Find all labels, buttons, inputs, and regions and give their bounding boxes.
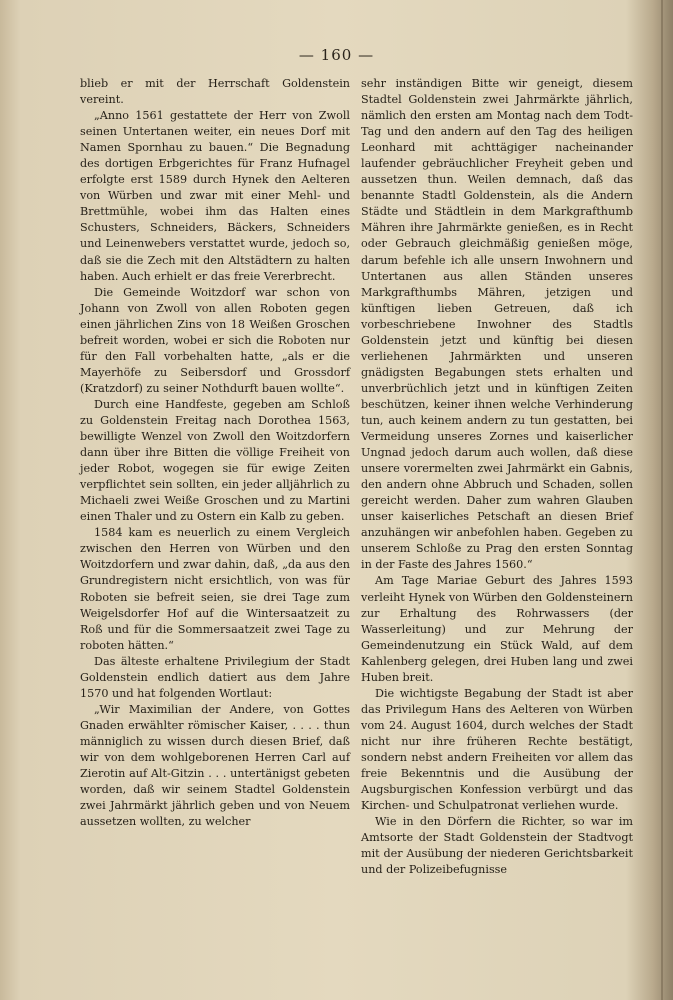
paragraph: sehr inständigen Bitte wir geneigt, diesem Stadtel Goldenstein zwei Jahrmärkte jährlich, nämlich den ersten am Montag nach dem Todt-Tag und den andern auf den Tag des heiligen Leonhard mit achttägiger nacheinander laufender gebräuchlicher Freyheit geben und aussetzen thun. Weilen demnach, daß das benannte Stadtl Goldenstein, als die Andern Städte und Städtlein in dem Markgrafthumb Mähren ihre Jahrmärkte genießen, es in Recht oder Gebrauch gleichmäßig genießen möge, darum befehle ich alle unsern Inwohnern und Untertanen aus allen Ständen unseres Markgrafthumbs Mähren, jetzigen und künftigen lieben Getreuen, daß ich vorbeschriebene Inwohner des Stadtls Goldenstein jetzt und künftig bei diesen verliehenen Jahrmärkten und unseren gnädigsten Begabungen stets erhalten und unverbrüchlich jetzt und in künftigen Zeiten beschützen, keiner ihnen welche Verhinderung tun, auch keinem andern zu tun gestatten, bei Vermeidung unseres Zornes und kaiserlicher Ungnad jedoch darum auch wollen, daß diese unsere vorermelten zwei Jahrmärkt ein Gabnis, den andern ohne Abbruch und Schaden, sollen gereicht werden. Daher zum wahren Glauben unser kaiserliches Petschaft an diesen Brief anzuhängen wir anbefohlen haben. Gegeben zu unserem Schloße zu Prag den ersten Sonntag in der Faste des Jahres 1560.“ xyxy=(361,77,633,572)
paragraph: Durch eine Handfeste, gegeben am Schloß zu Goldenstein Freitag nach Dorothea 1563, bewilligte Wenzel von Zwoll den Woitzdorfern dann über ihre Bitten die völlige Freiheit von jeder Robot, wogegen sie für ewige Zeiten verpflichtet sein sollten, ein jeder alljährlich zu Michaeli zwei Weiße Groschen und zu Martini einen Thaler und zu Ostern ein Kalb zu geben. xyxy=(80,397,350,524)
paragraph: Das älteste erhaltene Privilegium der Stadt Goldenstein endlich datiert aus dem Jahre 1570 und hat folgenden Wortlaut: xyxy=(80,654,350,700)
paragraph: Am Tage Mariae Geburt des Jahres 1593 verleiht Hynek von Würben den Goldensteinern zur Erhaltung des Rohrwassers (der Wasserleitung) und zur Mehrung der Gemeindenutzung ein Stück Wald, auf dem Kahlenberg gelegen, drei Huben lang und zwei Huben breit. xyxy=(361,574,633,684)
paragraph: Wie in den Dörfern die Richter, so war im Amtsorte der Stadt Goldenstein der Stadtvogt mit der Ausübung der niederen Gerichtsbarkeit und der Polizeibefugnisse xyxy=(361,815,633,877)
paragraph: Die wichtigste Begabung der Stadt ist aber das Privilegum Hans des Aelteren von Würben vom 24. August 1604, durch welches der Stadt nicht nur ihre früheren Rechte bestätigt, sondern nebst andern Freiheiten vor allem das freie Bekenntnis und die Ausübung der Augsburgischen Konfession verbürgt und das Kirchen- und Schulpatronat verliehen wurde. xyxy=(361,686,633,813)
paragraph: „Wir Maximilian der Andere, von Gottes Gnaden erwählter römischer Kaiser, . . . . thun männiglich zu wissen durch diesen Brief, daß wir von dem wohlgeborenen Herren Carl auf Zierotin auf Alt-Gitzin . . . untertänigst gebeten worden, daß wir seinem Stadtel Goldenstein zwei Jahrmärkt jährlich geben und von Neuem aussetzen wollten, zu welcher xyxy=(80,702,350,829)
binding-edge xyxy=(661,0,663,1000)
left-column xyxy=(80,76,350,830)
right-column xyxy=(361,76,633,878)
paragraph: 1584 kam es neuerlich zu einem Vergleich zwischen den Herren von Würben und den Woitzdorfern und zwar dahin, daß, „da aus den Grundregistern nicht ersichtlich, von was für Roboten sie befreit seien, sie drei Tage zum Weigelsdorfer Hof auf die Wintersaatzeit zu Roß und für die Sommersaatzeit zwei Tage zu roboten hätten.“ xyxy=(80,526,350,652)
page-number: — 160 — xyxy=(298,46,375,64)
paragraph: „Anno 1561 gestattete der Herr von Zwoll seinen Untertanen weiter, ein neues Dorf mit Namen Spornhau zu bauen.“ Die Begnadung des dortigen Erbgerichtes für Franz Hufnagel erfolgte erst 1589 durch Hynek den Aelteren von Würben und zwar mit einer Mehl- und Brettmühle, wobei ihm das Halten eines Schusters, Schneiders, Bäckers, Schneiders und Leinenwebers verstattet wurde, jedoch so, daß sie die Zech mit den Altstädtern zu halten haben. Auch erhielt er das freie Vererbrecht. xyxy=(80,109,350,283)
paragraph: Die Gemeinde Woitzdorf war schon von Johann von Zwoll von allen Roboten gegen einen jährlichen Zins von 18 Weißen Groschen befreit worden, wobei er sich die Roboten nur für den Fall vorbehalten hatte, „als er die Mayerhöfe zu Seibersdorf und Grossdorf (Kratzdorf) zu seiner Nothdurft bauen wollte“. xyxy=(80,285,350,395)
paragraph: blieb er mit der Herrschaft Goldenstein vereint. xyxy=(80,77,350,107)
